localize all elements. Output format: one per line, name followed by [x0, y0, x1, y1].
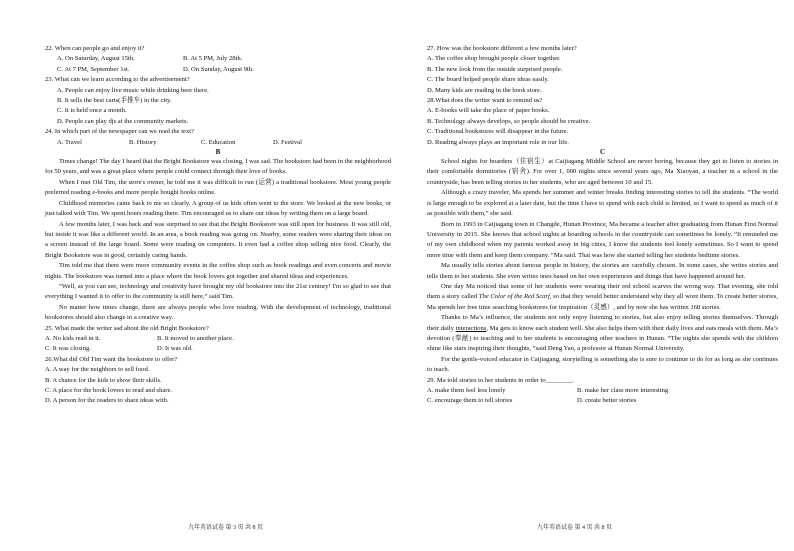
- passage-b-paragraph: A few months later, I was back and was surprised to see that the Bright Bookstore was still open for business. It was still old, but inside it was like a different world. In an area, a book reading was going on. Nearby, some readers were sharing their ideas on a screen instead of the large board. Some were reading on computers. It even had a coffee shop selling nice food. Clearly, the Bright Bookstore was in good, certainly caring hands.: [45, 220, 391, 259]
- passage-b-paragraph: No matter how times change, there are always people who love reading. With the development of technology, traditional bookstores should also change in a creative way.: [45, 303, 391, 322]
- passage-c-paragraph: [427, 313, 778, 355]
- option-d: D. On Sunday, August 9th.: [183, 65, 254, 73]
- option-b: B. A chance for the kids to show their skills.: [45, 376, 162, 384]
- option-c: C. A place for the book lovers to read and share.: [45, 387, 173, 394]
- question-22-options-ab: [45, 54, 391, 64]
- section-c-heading: C: [599, 148, 606, 157]
- question-28: 28.What does the writer want to remind us?: [427, 97, 543, 105]
- question-22: 22. When can people go and enjoy it?: [45, 45, 145, 52]
- question-25-options-ab: [45, 334, 391, 344]
- option-a: A. No kids read in it.: [45, 334, 101, 342]
- option-d: D. Many kids are reading in the book store.: [427, 86, 542, 94]
- passage-b-paragraph: Tim told me that there were more community events in the coffee shop such as book readings and even concerts and movie nights. The bookstore was turned into a place where the book lovers got together and shared ideas and experiences.: [45, 262, 391, 280]
- option-c: C. Education: [201, 138, 236, 146]
- passage-c-paragraph: Ma usually tells stories about famous people in history, the stories are carefully chosen. In some cases, she writes stories and tells them to her students. She even writes ones based on her own experiences and things that have happened around her.: [427, 262, 778, 280]
- section-b-heading: B: [215, 148, 221, 157]
- underlined-word: interactions: [455, 324, 487, 332]
- passage-c-paragraph: School nights for boarders（住宿生）at Caijiagang Middle School are never boring, because they get to listen to stories in their comfortable dormitories (宿舍). For over 1, 000 nights since several years ago, Ma Xiaoyan, a teacher in a school in the countryside, has been telling stories to her students, who are aged between 10 and 15.: [427, 158, 778, 186]
- question-22-options-cd: [45, 65, 391, 75]
- page-footer: 九年英语试卷 第 4 页 共 8 页: [537, 525, 613, 531]
- question-25: 25. What made the writer sad about the old Bright Bookstore?: [45, 324, 209, 332]
- option-b: B. At 5 PM, July 28th.: [183, 55, 243, 63]
- option-b: B. It sells the best carts(手推车) in the city.: [57, 97, 172, 105]
- option-c: C. It was closing.: [45, 345, 91, 353]
- option-a: A. People can enjoy live music while drinking beer there.: [57, 86, 209, 94]
- passage-c-paragraph: Born in 1993 in Caijiagang town in Changde, Hunan Province, Ma became a teacher after graduating from Hunan First Normal University in 2015. She knows that school nights at boarding schools in the countryside can sometimes be lonely. “It reminded me of my own childhood when my parents worked away in big cities, I know the students feel lonely sometimes. So I want to spend more time with them and keep them company. ”Ma said. That was how she started telling her students bedtime stories.: [427, 220, 778, 259]
- passage-b-paragraph: When I met Old Tim, the store's owner, he told me it was difficult to run (运营) a traditional bookstore. Most young people preferred reading e-books and more people bought books online.: [45, 178, 391, 197]
- option-b: B. Technology always develops, so people should be creative.: [427, 117, 591, 125]
- option-c: C. At 7 PM, September 1st.: [57, 65, 130, 73]
- passage-b-paragraph: Times change! The day I heard that the Bright Bookstore was closing, I was sad. The bookstore had been in the neighborhood for 50 years, and was a great place where people could connect through their love of books.: [45, 158, 391, 176]
- page-footer: 九年英语试卷 第 3 页 共 8 页: [188, 525, 264, 531]
- text-run: Thanks to Ma’s influence, the students not only enjoy listening to stories, but also enjoy telling stories themselves. Through their daily: [427, 314, 778, 332]
- question-24: 24. In which part of the newspaper can we read the text?: [45, 128, 195, 136]
- option-a: A. E-books will take the place of paper books.: [427, 107, 550, 115]
- question-25-options-cd: [45, 344, 391, 354]
- option-b: B. The new look from the outside surprised people.: [427, 65, 563, 73]
- passage-c-paragraph: Although a crazy traveler, Ma spends her summer and winter breaks finding interesting stories to tell the students. “The world is large enough to be explored at a later date, but the time I have to spend with each child is limited, so I want to spend as much of it as possible with them,” she said.: [427, 189, 778, 218]
- option-a: A. A way for the neighbors to sell food.: [45, 366, 150, 374]
- option-b: B. History: [129, 138, 157, 146]
- option-c: C. Traditional bookstores will disappear in the future.: [427, 128, 569, 136]
- passage-b-paragraph: Childhood memories came back to me so clearly. A group of us kids often went to the store. We looked at the new books, or just talked with Tim. We spent hours reading there. Tim encouraged us to share our ideas by writing them on a large board.: [45, 199, 391, 218]
- option-b: B. It moved to another place.: [157, 334, 234, 342]
- story-title: The Color of the Red Scarf: [478, 293, 550, 301]
- question-29: 29. Ma told stories to her students in order to________.: [427, 376, 574, 384]
- option-c: C. encourage them to tell stories: [427, 397, 513, 405]
- question-23: 23. What can we learn according to the advertisement?: [45, 76, 190, 84]
- question-29-options-cd: [427, 396, 778, 406]
- passage-c-paragraph: [427, 282, 778, 313]
- passage-c-paragraph: For the gentle-voiced educator in Caijiagang, storytelling is something she is sure to continue to do for as long as she continues to teach.: [427, 355, 778, 374]
- text-run: One day Ma noticed that some of her students were wearing their red school scarves the wrong way. That evening, she told them a story called: [427, 282, 778, 301]
- option-c: C. The board helped people share ideas easily.: [427, 76, 549, 84]
- option-d: D. It was old.: [157, 345, 193, 353]
- option-a: A. make them feel less lonely: [427, 387, 506, 394]
- option-a: A. On Saturday, August 15th.: [57, 55, 135, 63]
- option-a: A. The coffee shop brought people closer together.: [427, 55, 561, 63]
- right-page: [397, 0, 794, 551]
- option-d: D. Festival: [273, 138, 302, 146]
- option-d: D. People can play djs at the community markets.: [57, 117, 189, 125]
- option-d: D. create better stories: [577, 397, 637, 405]
- question-29-options-ab: [427, 386, 778, 396]
- option-c: C. It is held once a month.: [57, 107, 127, 115]
- text-run: , so that they would better understand why they all wore them. To create better stories, Ma spends her free time searching bookstores for inspiration（灵感）, and by now she has written 168 stories.: [427, 293, 778, 311]
- option-b: B. make her class more interesting: [577, 387, 669, 394]
- text-run: , Ma gets to know each student well. She also helps them with their daily lives and eats meals with them. Ma’s devotion (奉献) to teaching and to her students is encouraging other teachers in Hunan. “The nights she spends with the children shine like stars inspiring their thoughts, ”said Deng Yan, a professor at Hunan Normal University.: [427, 324, 778, 353]
- passage-b-paragraph: “Well, as you can see, technology and creativity have brought my old bookstore into the 21st century! I'm so glad to see that everything I wanted it to offer to the community is still here,” said Tim.: [45, 282, 391, 301]
- option-a: A. Travel: [57, 138, 82, 146]
- question-24-options: [45, 138, 391, 148]
- option-d: D. A person for the readers to share ideas with.: [45, 397, 169, 405]
- question-27: 27. How was the bookstore different a few months later?: [427, 45, 577, 52]
- option-d: D. Reading always plays an important role in our life.: [427, 138, 569, 146]
- question-26: 26.What did Old Tim want the bookstore to offer?: [45, 355, 178, 363]
